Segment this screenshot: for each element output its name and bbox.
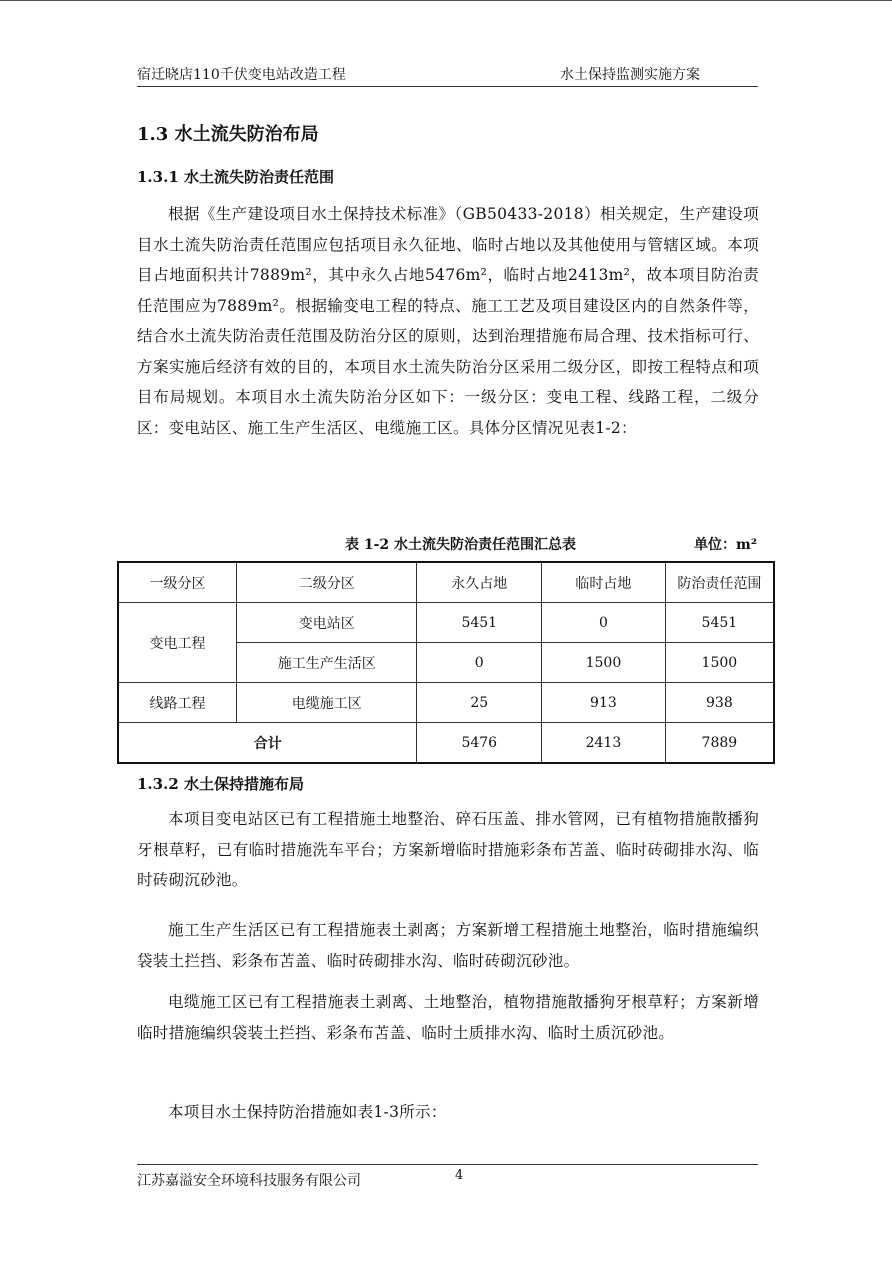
sum-total-cell: 7889 (665, 723, 774, 764)
sum-permanent-cell: 5476 (417, 723, 542, 764)
temporary-cell: 0 (542, 603, 666, 643)
temporary-cell: 1500 (542, 643, 666, 683)
subsection-title-responsibility: 1.3.1 水土流失防治责任范围 (137, 168, 334, 186)
paragraph-cable-measures: 电缆施工区已有工程措施表土剥离、土地整治，植物措施散播狗牙根草籽；方案新增临时措施编织袋装土拦挡、彩条布苫盖、临时土质排水沟、临时土质沉砂池。 (137, 993, 759, 1042)
group-cell-line: 线路工程 (118, 683, 237, 723)
table-row (118, 603, 774, 643)
group-cell-substation: 变电工程 (118, 603, 237, 683)
table-row (118, 683, 774, 723)
sum-label-cell: 合计 (118, 723, 417, 764)
table-header-row (118, 562, 774, 603)
paragraph-table-reference: 本项目水土保持防治措施如表1-3所示： (168, 1103, 447, 1121)
table-header-cell: 防治责任范围 (665, 562, 774, 603)
responsibility-table (117, 561, 775, 764)
zone-cell: 变电站区 (237, 603, 417, 643)
paragraph-construction-measures: 施工生产生活区已有工程措施表土剥离；方案新增工程措施土地整治，临时措施编织袋装土拦挡、彩条布苫盖、临时砖砌排水沟、临时砖砌沉砂池。 (137, 921, 759, 970)
table-caption-title: 表 1-2 水土流失防治责任范围汇总表 (345, 537, 577, 553)
table-header-cell: 一级分区 (118, 562, 237, 603)
page-footer (137, 1164, 758, 1189)
table-header-cell: 永久占地 (417, 562, 542, 603)
sum-temporary-cell: 2413 (542, 723, 666, 764)
table-header-cell: 临时占地 (542, 562, 666, 603)
footer-company: 江苏嘉溢安全环境科技服务有限公司 (137, 1173, 361, 1189)
section-title: 1.3 水土流失防治布局 (137, 124, 319, 145)
total-cell: 1500 (665, 643, 774, 683)
total-cell: 5451 (665, 603, 774, 643)
temporary-cell: 913 (542, 683, 666, 723)
table-header-cell: 二级分区 (237, 562, 417, 603)
permanent-cell: 25 (417, 683, 542, 723)
permanent-cell: 5451 (417, 603, 542, 643)
page-number: 4 (455, 1168, 464, 1183)
top-border-line (0, 0, 892, 1)
table-sum-row (118, 723, 774, 764)
zone-cell: 施工生产生活区 (237, 643, 417, 683)
subsection-title-measures: 1.3.2 水土保持措施布局 (137, 775, 304, 793)
paragraph-substation-measures: 本项目变电站区已有工程措施土地整治、碎石压盖、排水管网，已有植物措施散播狗牙根草籽，已有临时措施洗车平台；方案新增临时措施彩条布苫盖、临时砖砌排水沟、临时砖砌沉砂池。 (137, 810, 759, 889)
paragraph-responsibility: 根据《生产建设项目水土保持技术标准》（GB50433-2018）相关规定，生产建设项目水土流失防治责任范围应包括项目永久征地、临时占地以及其他使用与管辖区域。本项目占地面积共计7889m²，其中永久占地5476m²，临时占地2413m²，故本项目防治责任范围应为7889m²。根据输变电工程的特点、施工工艺及项目建设区内的自然条件等，结合水土流失防治责任范围及防治分区的原则，达到治理措施布局合理、技术指标可行、方案实施后经济有效的目的，本项目水土流失防治分区采用二级分区，即按工程特点和项目布局规划。本项目水土流失防治分区如下：一级分区：变电工程、线路工程，二级分区：变电站区、施工生产生活区、电缆施工区。具体分区情况见表1-2： (137, 205, 759, 437)
page-header (137, 64, 758, 87)
total-cell: 938 (665, 683, 774, 723)
header-project-name: 宿迁晓店110千伏变电站改造工程 (137, 67, 346, 83)
permanent-cell: 0 (417, 643, 542, 683)
header-doc-title: 水土保持监测实施方案 (560, 67, 700, 83)
table-unit: 单位：m² (694, 537, 757, 553)
zone-cell: 电缆施工区 (237, 683, 417, 723)
table-caption (117, 534, 757, 554)
